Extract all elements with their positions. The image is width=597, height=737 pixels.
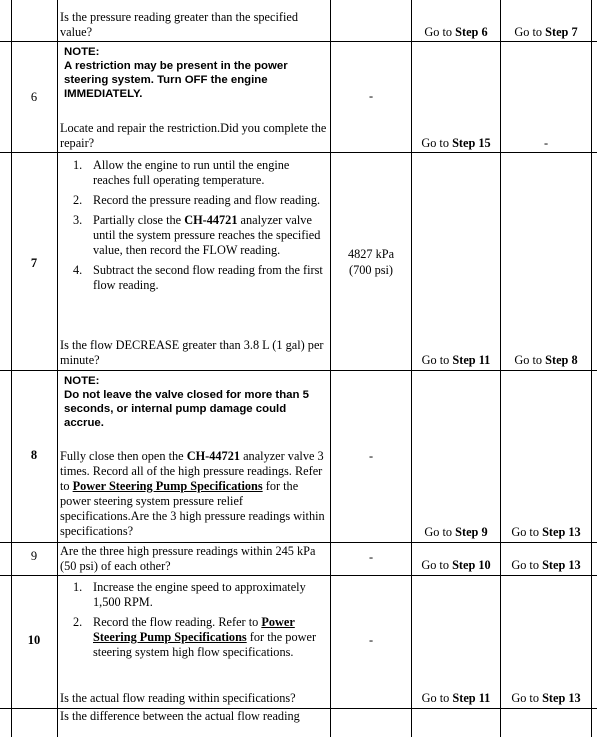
step-question: Is the flow DECREASE greater than 3.8 L (1 gal) per minute?	[60, 338, 324, 367]
list-item: 2. Record the pressure reading and flow reading.	[73, 193, 321, 207]
spec-value: -	[368, 633, 374, 647]
step-question: Is the actual flow reading within specifications?	[60, 691, 296, 705]
grid-line	[500, 0, 501, 737]
note-body: Do not leave the valve closed for more than 5 seconds, or internal pump damage could accrue.	[64, 389, 309, 429]
spec-value: -	[368, 449, 374, 463]
grid-line	[0, 152, 597, 153]
note-title: NOTE:	[64, 375, 100, 387]
spec-value-psi: (700 psi)	[348, 263, 394, 277]
step-question: Are the three high pressure readings within 245 kPa (50 psi) of each other?	[60, 544, 316, 573]
step-question: Locate and repair the restriction.Did you complete the repair?	[60, 121, 327, 150]
grid-line	[411, 0, 412, 737]
list-item: 3. Partially close the CH-44721 analyzer valve until the system pressure reaches the specified value, then record the FLOW reading.	[73, 213, 321, 257]
spec-value: -	[368, 89, 374, 103]
no-action[interactable]: Go to Step 13	[511, 691, 581, 705]
spec-value-kpa: 4827 kPa	[347, 247, 395, 261]
yes-action[interactable]: Go to Step 15	[421, 136, 491, 150]
list-item: 1. Increase the engine speed to approximately 1,500 RPM.	[73, 580, 306, 609]
procedure-list	[60, 158, 328, 298]
step-number: 6	[30, 90, 38, 104]
note-title: NOTE:	[64, 46, 100, 58]
grid-line	[0, 41, 597, 42]
grid-line	[0, 575, 597, 576]
step-instructions: Fully close then open the CH-44721 analyzer valve 3 times. Record all of the high pressure readings. Refer to Power Steering Pump Specifications for the power steering system pressure relief specifications.Are the 3 high pressure readings within specifications?	[60, 449, 325, 538]
no-action: -	[543, 136, 549, 150]
yes-action[interactable]: Go to Step 11	[421, 353, 491, 367]
spec-value: -	[368, 550, 374, 564]
yes-action[interactable]: Go to Step 11	[421, 691, 491, 705]
specifications-link[interactable]: Power Steering Pump Specifications	[93, 615, 295, 644]
no-action[interactable]: Go to Step 13	[511, 525, 581, 539]
grid-line	[0, 370, 597, 371]
yes-action[interactable]: Go to Step 10	[421, 558, 491, 572]
row-top-no-action[interactable]: Go to Step 7	[514, 25, 578, 39]
row-top-question: Is the pressure reading greater than the specified value?	[60, 10, 298, 39]
list-item: 1. Allow the engine to run until the engine reaches full operating temperature.	[73, 158, 290, 187]
grid-line	[330, 0, 331, 737]
step-question: Is the difference between the actual flow reading	[60, 709, 300, 723]
note-body: A restriction may be present in the power steering system. Turn OFF the engine IMMEDIATELY.	[64, 60, 288, 100]
grid-line	[591, 0, 592, 737]
list-item: 2. Record the flow reading. Refer to Power Steering Pump Specifications for the power steering system high flow specifications.	[73, 615, 317, 659]
specifications-link[interactable]: Power Steering Pump Specifications	[72, 479, 263, 493]
no-action[interactable]: Go to Step 8	[514, 353, 578, 367]
note-box	[64, 374, 326, 430]
tool-id: CH-44721	[186, 449, 241, 463]
step-number: 10	[27, 633, 41, 647]
step-number: 9	[30, 549, 38, 563]
row-top-yes-action[interactable]: Go to Step 6	[424, 25, 488, 39]
grid-line	[57, 0, 58, 737]
step-number: 8	[30, 448, 38, 462]
spec-value	[331, 246, 411, 278]
grid-line	[11, 0, 12, 737]
note-box	[64, 45, 326, 101]
list-item: 4. Subtract the second flow reading from the first flow reading.	[73, 263, 323, 292]
no-action[interactable]: Go to Step 13	[511, 558, 581, 572]
procedure-list	[60, 580, 328, 665]
step-number: 7	[30, 256, 38, 270]
tool-id: CH-44721	[184, 213, 238, 227]
yes-action[interactable]: Go to Step 9	[424, 525, 488, 539]
grid-line	[0, 542, 597, 543]
